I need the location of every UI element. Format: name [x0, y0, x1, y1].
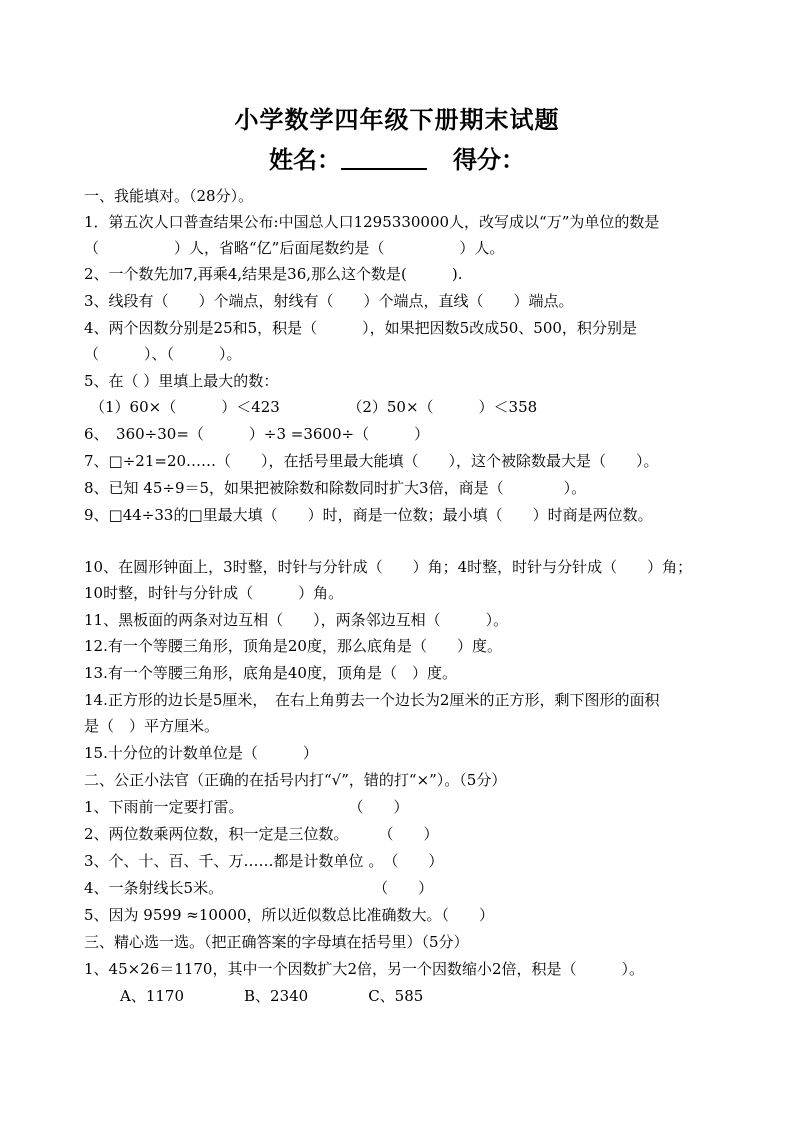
judge-2: 2、两位数乘两位数，积一定是三位数。 （ ）: [84, 825, 439, 843]
question-1-line-1: 1．第五次人口普查结果公布:中国总人口1295330000人，改写成以“万”为单位的数是: [84, 213, 660, 231]
choice-1: 1、45×26＝1170，其中一个因数扩大2倍，另一个因数缩小2倍，积是（ ）。: [84, 960, 645, 978]
question-13: 13.有一个等腰三角形，底角是40度，顶角是（ ）度。: [84, 664, 457, 682]
judge-4: 4、一条射线长5米。 （ ）: [84, 879, 434, 897]
question-7: 7、□÷21=20……（ ），在括号里最大能填（ ），这个被除数最大是（ ）。: [84, 452, 659, 470]
section-1-heading: 一、我能填对。（28分）。: [84, 187, 254, 205]
judge-5: 5、因为 9599 ≈10000，所以近似数总比准确数大。（ ）: [84, 906, 495, 924]
question-2: 2、一个数先加7,再乘4,结果是36,那么这个数是( ).: [84, 265, 463, 283]
question-4-line-2: （ ）、（ ）。: [84, 345, 242, 363]
question-3: 3、线段有（ ）个端点，射线有（ ）个端点，直线（ ）端点。: [84, 292, 574, 310]
question-15: 15.十分位的计数单位是（ ）: [84, 744, 318, 762]
question-10-line-1: 10、在圆形钟面上，3时整，时针与分针成（ ）角；4时整，时针与分针成（ ）角；: [84, 558, 693, 576]
score-label: 得分：: [453, 145, 525, 174]
question-6: 6、 360÷30=（ ）÷3 =3600÷（ ）: [84, 425, 430, 443]
question-14-line-1: 14.正方形的边长是5厘米， 在右上角剪去一个边长为2厘米的正方形，剩下图形的面积: [84, 691, 660, 709]
question-5: 5、在（ ）里填上最大的数：: [84, 372, 279, 390]
question-12: 12.有一个等腰三角形，顶角是20度，那么底角是（ ）度。: [84, 637, 502, 655]
question-10-line-2: 10时整，时针与分针成（ ）角。: [84, 584, 344, 602]
question-1-line-2: （ ）人，省略“亿”后面尾数约是（ ）人。: [84, 239, 505, 257]
choice-1-options: A、1170 B、2340 C、585: [120, 987, 424, 1005]
question-5-parts: （1）60×（ ）＜423 （2）50×（ ）＜358: [90, 398, 538, 416]
name-score-row: [0, 140, 794, 175]
name-label: 姓名：: [269, 145, 341, 174]
question-14-line-2: 是（ ）平方厘米。: [84, 717, 220, 735]
name-blank: [341, 146, 427, 170]
page-title: 小学数学四年级下册期末试题: [234, 105, 560, 134]
section-2-heading: 二、公正小法官（正确的在括号内打“√”，错的打“×”）。（5分）: [84, 771, 507, 789]
section-3-heading: 三、精心选一选。（把正确答案的字母填在括号里）（5分）: [84, 933, 469, 951]
question-9: 9、□44÷33的□里最大填（ ）时，商是一位数；最小填（ ）时商是两位数。: [84, 506, 653, 524]
judge-3: 3、个、十、百、千、万……都是计数单位 。 （ ）: [84, 852, 444, 870]
question-4-line-1: 4、两个因数分别是25和5，积是（ ），如果把因数5改成50、500，积分别是: [84, 319, 637, 337]
judge-1: 1、下雨前一定要打雷。 （ ）: [84, 798, 409, 816]
question-8: 8、已知 45÷9＝5，如果把被除数和除数同时扩大3倍，商是（ ）。: [84, 479, 587, 497]
question-11: 11、黑板面的两条对边互相（ ），两条邻边互相（ ）。: [84, 611, 509, 629]
